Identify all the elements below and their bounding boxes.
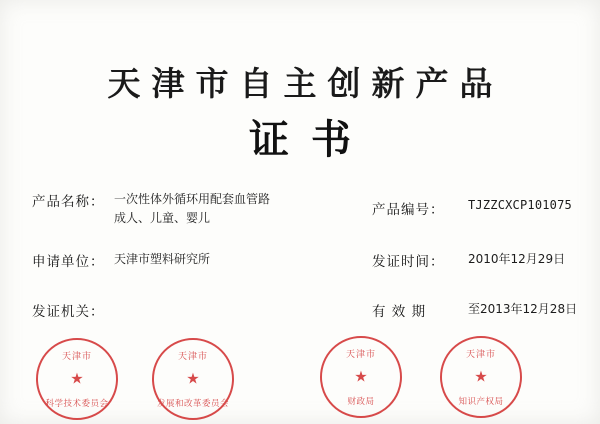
field-product-number xyxy=(372,198,572,218)
field-product-name-value xyxy=(114,190,270,228)
field-applicant-unit-value: 天津市塑料研究所 xyxy=(114,252,211,266)
field-valid-period-value: 至2013年12月28日 xyxy=(468,302,578,316)
seal-intellectual-property-top-text: 天津市 xyxy=(465,350,496,360)
field-issue-date xyxy=(372,250,565,270)
seal-finance-bureau xyxy=(320,336,402,418)
certificate-title-sub: 证书 xyxy=(249,117,373,163)
field-issue-date-value: 2010年12月29日 xyxy=(468,252,566,266)
seal-development-reform-top-text: 天津市 xyxy=(177,352,208,362)
field-product-name-value-line-2: 成人、儿童、婴儿 xyxy=(114,211,211,225)
seal-development-reform-bottom-text: 发展和改革委员会 xyxy=(156,399,229,409)
field-issue-date-label: 发证时间： xyxy=(372,254,445,270)
star-icon: ★ xyxy=(186,369,200,388)
seal-science-technology xyxy=(36,338,118,420)
seal-finance-bureau-top-text: 天津市 xyxy=(345,350,376,360)
seal-science-technology-top-text: 天津市 xyxy=(61,352,92,362)
seal-science-technology-bottom-text: 科学技术委员会 xyxy=(45,399,109,409)
field-valid-period xyxy=(372,300,577,320)
field-applicant-unit xyxy=(32,250,210,270)
seal-group xyxy=(0,336,600,422)
field-issuing-authority-label: 发证机关： xyxy=(32,304,105,320)
field-product-name xyxy=(32,190,270,228)
field-product-name-value-line-1: 一次性体外循环用配套血管路 xyxy=(114,192,271,206)
field-issuing-authority xyxy=(32,300,114,320)
seal-development-reform xyxy=(152,338,234,420)
seal-intellectual-property xyxy=(440,336,522,418)
field-valid-period-label: 有 效 期 xyxy=(372,304,427,320)
star-icon: ★ xyxy=(70,369,84,388)
field-product-number-value: TJZZCXCP101075 xyxy=(468,198,572,212)
star-icon: ★ xyxy=(354,367,368,386)
certificate-title-main: 天津市自主创新产品 xyxy=(107,64,504,103)
seal-finance-bureau-bottom-text: 财政局 xyxy=(347,397,375,407)
seal-intellectual-property-bottom-text: 知识产权局 xyxy=(458,397,504,407)
field-product-number-label: 产品编号： xyxy=(372,202,445,218)
field-product-name-label: 产品名称： xyxy=(32,194,105,210)
field-applicant-unit-label: 申请单位： xyxy=(32,254,105,270)
star-icon: ★ xyxy=(474,367,488,386)
